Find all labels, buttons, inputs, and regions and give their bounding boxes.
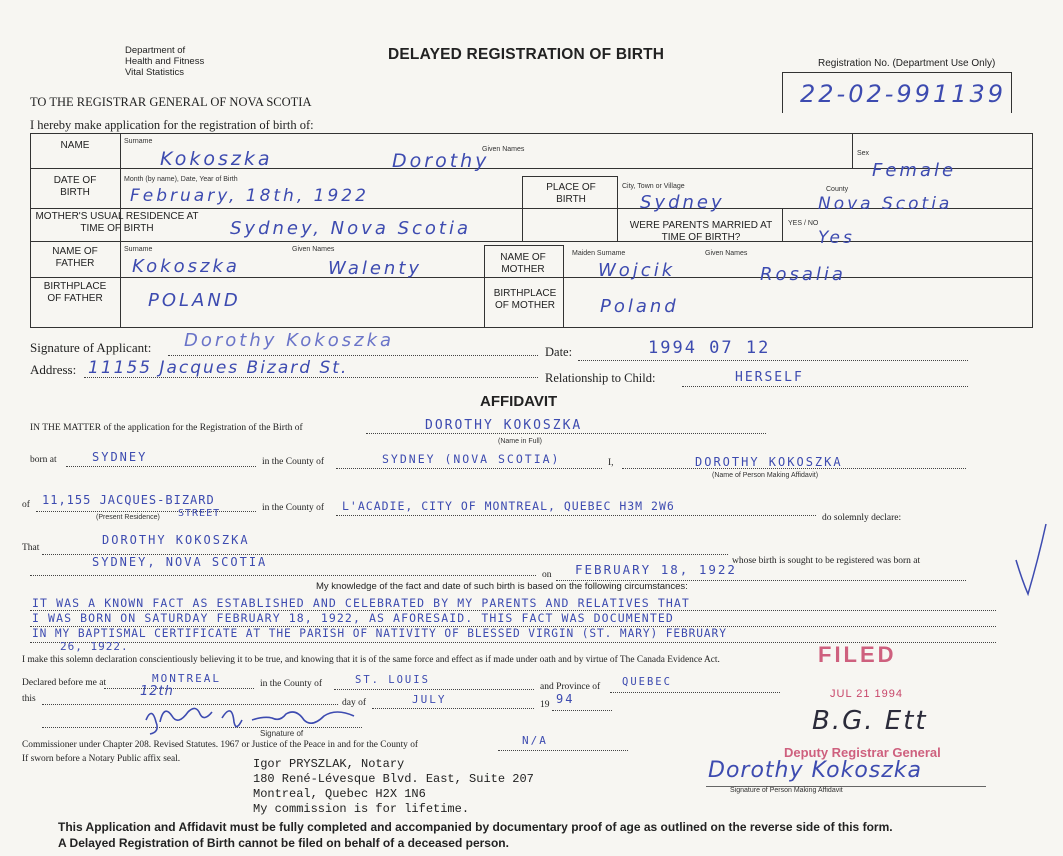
- commissioner-signature-label: Signature of: [260, 729, 304, 738]
- place-of-birth-label: PLACE OF BIRTH: [546, 182, 596, 205]
- father-name-label: NAME OF FATHER: [52, 246, 98, 269]
- born-on-value: FEBRUARY 18, 1922: [575, 562, 737, 577]
- father-surname-value: Kokoszka: [132, 256, 240, 277]
- mother-given-value: Rosalia: [760, 264, 846, 285]
- person-signature-label: Signature of Person Making Affidavit: [730, 787, 843, 794]
- deponent-sublabel: (Name of Person Making Affidavit): [712, 472, 819, 479]
- declared-county-label: in the County of: [260, 679, 323, 689]
- born-on-label: on: [542, 570, 552, 580]
- department-line: Department of: [125, 45, 186, 56]
- city-label: City, Town or Village: [622, 183, 685, 190]
- father-surname-label: Surname: [124, 246, 153, 253]
- city-value: Sydney: [640, 192, 725, 213]
- born-at-value: SYDNEY: [92, 450, 148, 464]
- this-label: this: [22, 694, 36, 704]
- footer-line: A Delayed Registration of Birth cannot be filed on behalf of a deceased person.: [58, 836, 509, 850]
- name-in-full-label: (Name in Full): [498, 438, 542, 445]
- year-value: 94: [556, 692, 575, 706]
- notary-line: Igor PRYSZLAK, Notary: [253, 757, 405, 771]
- matter-name-value: DOROTHY KOKOSZKA: [425, 418, 583, 433]
- sex-label: Sex: [857, 150, 870, 157]
- applicant-signature: Dorothy Kokoszka: [184, 330, 395, 351]
- father-given-label: Given Names: [292, 246, 335, 253]
- day-of-label: day of: [342, 698, 367, 708]
- of-label: of: [22, 500, 30, 510]
- form-title: DELAYED REGISTRATION OF BIRTH: [388, 46, 665, 63]
- residence-county-value: L'ACADIE, CITY OF MONTREAL, QUEBEC H3M 2W6: [342, 499, 675, 513]
- day-value: 12th: [140, 684, 174, 699]
- dob-label: DATE OF BIRTH: [53, 175, 97, 198]
- mother-name-label: NAME OF MOTHER: [500, 252, 546, 275]
- sex-value: Female: [872, 160, 957, 181]
- declared-label: Declared before me at: [22, 678, 107, 688]
- relationship-label: Relationship to Child:: [545, 371, 656, 385]
- mother-maiden-value: Wojcik: [598, 260, 676, 281]
- name-label: NAME: [60, 140, 90, 151]
- county-label: County: [826, 186, 849, 193]
- applicant-signature-label: Signature of Applicant:: [30, 340, 152, 355]
- father-given-value: Walenty: [328, 258, 423, 279]
- department-line: Vital Statistics: [125, 67, 184, 78]
- department-line: Health and Fitness: [125, 56, 205, 67]
- surname-value: Kokoszka: [160, 148, 273, 170]
- i-label: I,: [608, 458, 614, 468]
- circumstances-line: IT WAS A KNOWN FACT AS ESTABLISHED AND CELEBRATED BY MY PARENTS AND RELATIVES THAT: [32, 596, 690, 610]
- notary-note: If sworn before a Notary Public affix seal.: [22, 754, 181, 764]
- declared-county-value: ST. LOUIS: [355, 674, 430, 686]
- application-line: I hereby make application for the registration of birth of:: [30, 118, 314, 132]
- maiden-surname-label: Maiden Surname: [572, 250, 626, 257]
- address-label: Address:: [30, 362, 77, 377]
- born-county-value: SYDNEY (NOVA SCOTIA): [382, 452, 561, 466]
- filed-stamp: FILED: [818, 642, 897, 667]
- circumstances-line: 26, 1922.: [60, 640, 129, 653]
- residence-sublabel: (Present Residence): [96, 514, 160, 521]
- in-county-label: in the County of: [262, 457, 325, 467]
- solemn-declaration: I make this solemn declaration conscientiously believing it to be true, and knowing that it is of the same force and effect as if made under oath and by virtue of The Canada Evidence Act.: [22, 655, 720, 665]
- notary-line: 180 René-Lévesque Blvd. East, Suite 207: [253, 772, 534, 786]
- born-place-value: SYDNEY, NOVA SCOTIA: [92, 555, 268, 569]
- province-label: and Province of: [540, 682, 601, 692]
- circumstances-line: IN MY BAPTISMAL CERTIFICATE AT THE PARISH OF NATIVITY OF BLESSED VIRGIN (ST. MARY) FEBRUARY: [32, 627, 727, 640]
- deputy-registrar-stamp: Deputy Registrar General: [784, 745, 941, 760]
- mother-given-label: Given Names: [705, 250, 748, 257]
- registration-number-label: Registration No. (Department Use Only): [818, 58, 996, 69]
- surname-label: Surname: [124, 138, 153, 145]
- commissioner-signature: [138, 700, 378, 736]
- dob-value: February, 18th, 1922: [130, 186, 369, 206]
- whose-birth-text: whose birth is sought to be registered was born at: [732, 556, 921, 566]
- solemnly-declare: do solemnly declare:: [822, 513, 902, 523]
- commissioner-county-value: N/A: [522, 734, 548, 747]
- notary-block: [253, 757, 534, 817]
- declared-at-value: MONTREAL: [152, 672, 221, 685]
- mothers-residence-label: MOTHER'S USUAL RESIDENCE AT TIME OF BIRTH: [35, 211, 199, 234]
- commissioner-text: Commissioner under Chapter 208. Revised Statutes. 1967 or Justice of the Peace in and for the County of: [22, 740, 419, 750]
- province-value: QUEBEC: [622, 676, 672, 688]
- mother-birthplace-value: Poland: [600, 296, 679, 317]
- that-label: That: [22, 543, 40, 553]
- month-value: JULY: [412, 693, 447, 706]
- residence-value: 11,155 JACQUES-BIZARD: [42, 493, 215, 507]
- father-birthplace-label: BIRTHPLACE OF FATHER: [43, 281, 107, 304]
- yes-no-label: YES / NO: [788, 220, 819, 227]
- father-birthplace-value: POLAND: [148, 290, 241, 311]
- relationship-value: HERSELF: [735, 370, 804, 385]
- affidavit-heading: AFFIDAVIT: [480, 393, 558, 410]
- county-value: Nova Scotia: [818, 194, 953, 214]
- mothers-residence-value: Sydney, Nova Scotia: [230, 218, 471, 239]
- residence-county-label: in the County of: [262, 503, 325, 513]
- given-names-label: Given Names: [482, 146, 525, 153]
- address-value: 11155 Jacques Bizard St.: [88, 358, 349, 378]
- circumstances-line: I WAS BORN ON SATURDAY FEBRUARY 18, 1922, AS AFORESAID. THIS FACT WAS DOCUMENTED: [32, 611, 674, 625]
- application-date-label: Date:: [545, 345, 573, 359]
- matter-text: IN THE MATTER of the application for the Registration of the Birth of: [30, 423, 303, 433]
- registrar-heading: TO THE REGISTRAR GENERAL OF NOVA SCOTIA: [30, 95, 312, 109]
- parents-married-value: Yes: [818, 228, 855, 248]
- year-prefix: 19: [540, 700, 550, 710]
- parents-married-label: WERE PARENTS MARRIED AT TIME OF BIRTH?: [629, 220, 773, 243]
- knowledge-text: My knowledge of the fact and date of such birth is based on the following circumstances:: [316, 581, 688, 592]
- filed-date-stamp: JUL 21 1994: [830, 688, 903, 700]
- mother-birthplace-label: BIRTHPLACE OF MOTHER: [493, 288, 557, 311]
- dob-sublabel: Month (by name), Date, Year of Birth: [124, 176, 238, 183]
- footer-line: This Application and Affidavit must be fully completed and accompanied by documentary proof of age as outlined on the reverse side of this form.: [58, 820, 893, 834]
- that-name-value: DOROTHY KOKOSZKA: [102, 533, 250, 547]
- residence-street: STREET: [178, 508, 221, 519]
- department-block: [125, 45, 204, 78]
- application-date-value: 1994 07 12: [648, 338, 771, 358]
- deponent-value: DOROTHY KOKOSZKA: [695, 455, 843, 469]
- born-at-label: born at: [30, 455, 57, 465]
- notary-line: My commission is for lifetime.: [253, 802, 470, 816]
- given-names-value: Dorothy: [392, 150, 490, 172]
- check-mark-icon: [1010, 520, 1050, 600]
- deputy-signature: B.G. Ett: [812, 706, 928, 736]
- deponent-signature: Dorothy Kokoszka: [708, 758, 923, 783]
- notary-line: Montreal, Quebec H2X 1N6: [253, 787, 426, 801]
- registration-number-value: 22-02-991139: [800, 80, 1007, 108]
